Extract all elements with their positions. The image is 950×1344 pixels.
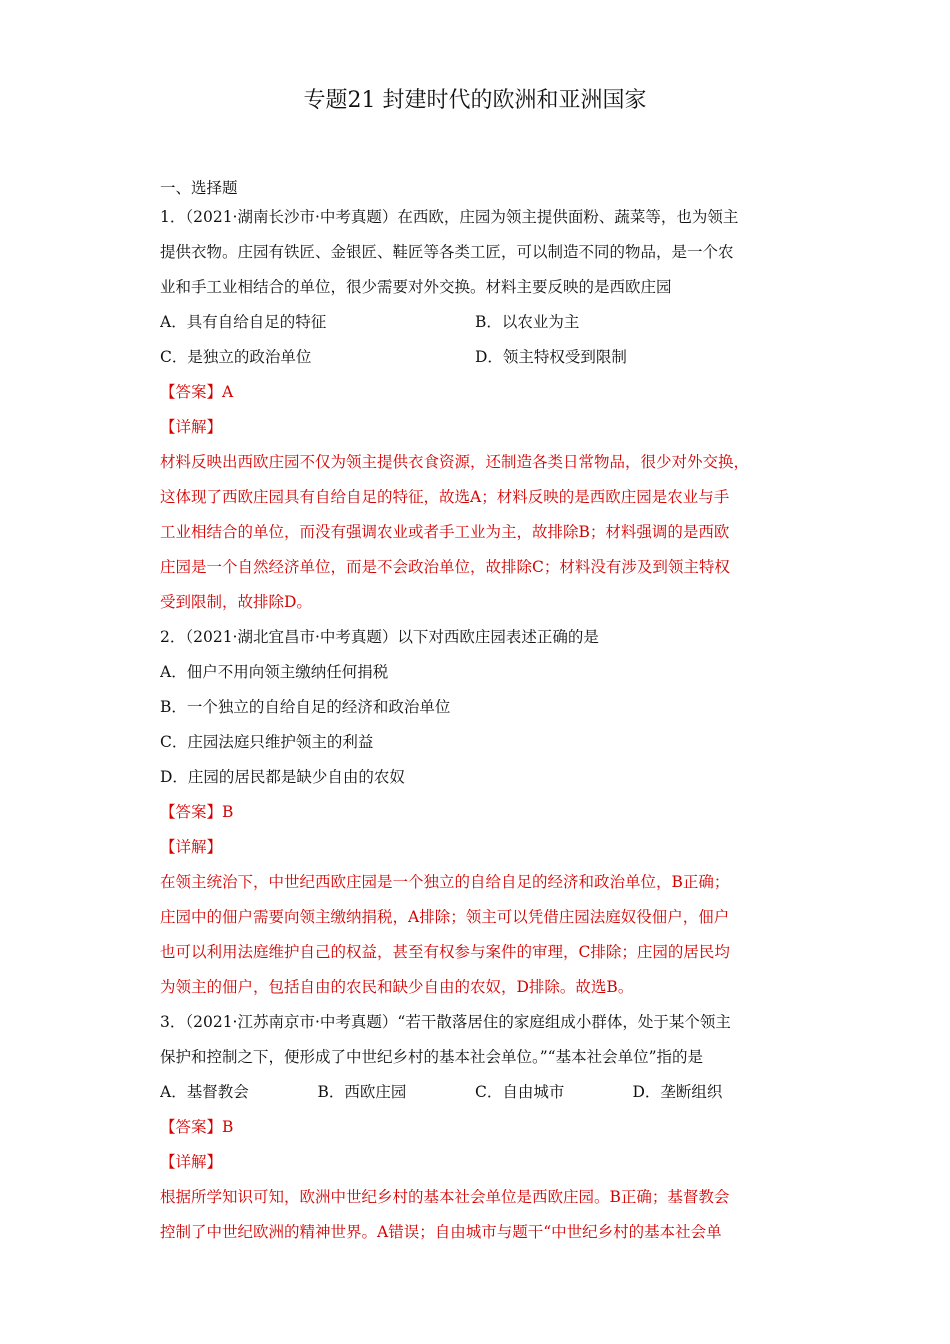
explanation-line: 庄园是一个自然经济单位，而是不会政治单位，故排除C；材料没有涉及到领主特权 xyxy=(160,558,730,576)
question-2 xyxy=(160,620,790,1005)
answer-value: B xyxy=(222,803,234,821)
explanation-line: 为领主的佃户，包括自由的农民和缺少自由的农奴，D排除。故选B。 xyxy=(160,978,634,996)
question-3 xyxy=(160,1005,790,1250)
explanation-line: 工业相结合的单位，而没有强调农业或者手工业为主，故排除B；材料强调的是西欧 xyxy=(160,523,730,541)
answer-label: 【答案】 xyxy=(160,383,223,401)
question-stem-line: 1．（2021·湖南长沙市·中考真题）在西欧，庄园为领主提供面粉、蔬菜等，也为领主 xyxy=(160,208,739,226)
question-stem-line: 保护和控制之下，便形成了中世纪乡村的基本社会单位。”“基本社会单位”指的是 xyxy=(160,1048,704,1066)
question-stem-line: 业和手工业相结合的单位，很少需要对外交换。材料主要反映的是西欧庄园 xyxy=(160,278,672,296)
answer-line xyxy=(160,795,790,830)
explanation-line: 在领主统治下，中世纪西欧庄园是一个独立的自给自足的经济和政治单位，B正确； xyxy=(160,873,730,891)
page-title: 专题21 封建时代的欧洲和亚洲国家 xyxy=(303,88,647,113)
option-d: D．领主特权受到限制 xyxy=(475,348,627,366)
explanation-line: 这体现了西欧庄园具有自给自足的特征，故选A；材料反映的是西欧庄园是农业与手 xyxy=(160,488,730,506)
question-stem-line: 3．（2021·江苏南京市·中考真题）“若干散落居住的家庭组成小群体，处于某个领主 xyxy=(160,1013,731,1031)
explanation-line: 庄园中的佃户需要向领主缴纳捐税，A排除；领主可以凭借庄园法庭奴役佃户，佃户 xyxy=(160,908,730,926)
section-heading: 一、选择题 xyxy=(160,179,238,197)
question-1 xyxy=(160,200,790,620)
option-c: C．庄园法庭只维护领主的利益 xyxy=(160,733,374,751)
option-b: B．西欧庄园 xyxy=(317,1083,407,1101)
answer-value: B xyxy=(222,1118,234,1136)
detail-label: 【详解】 xyxy=(160,838,223,856)
option-b: B．以农业为主 xyxy=(475,313,580,331)
option-c: C．自由城市 xyxy=(475,1083,565,1101)
options-row xyxy=(160,305,790,340)
answer-label: 【答案】 xyxy=(160,803,223,821)
explanation-line: 也可以利用法庭维护自己的权益，甚至有权参与案件的审理，C排除；庄园的居民均 xyxy=(160,943,730,961)
detail-label: 【详解】 xyxy=(160,418,223,436)
options-row xyxy=(160,1075,790,1110)
options-row xyxy=(160,340,790,375)
question-stem-line: 提供衣物。庄园有铁匠、金银匠、鞋匠等各类工匠，可以制造不同的物品，是一个农 xyxy=(160,243,734,261)
option-b: B．一个独立的自给自足的经济和政治单位 xyxy=(160,698,451,716)
explanation-line: 根据所学知识可知，欧洲中世纪乡村的基本社会单位是西欧庄园。B正确；基督教会 xyxy=(160,1188,730,1206)
option-c: C．是独立的政治单位 xyxy=(160,348,312,366)
explanation-line: 受到限制，故排除D。 xyxy=(160,593,312,611)
option-a: A．具有自给自足的特征 xyxy=(160,313,327,331)
answer-line xyxy=(160,375,790,410)
option-d: D．庄园的居民都是缺少自由的农奴 xyxy=(160,768,405,786)
option-d: D．垄断组织 xyxy=(632,1083,723,1101)
option-a: A．基督教会 xyxy=(160,1083,249,1101)
explanation-line: 材料反映出西欧庄园不仅为领主提供衣食资源，还制造各类日常物品，很少对外交换， xyxy=(160,453,750,471)
option-a: A．佃户不用向领主缴纳任何捐税 xyxy=(160,663,389,681)
answer-value: A xyxy=(222,383,234,401)
answer-label: 【答案】 xyxy=(160,1118,223,1136)
detail-label: 【详解】 xyxy=(160,1153,223,1171)
document-body xyxy=(160,176,790,1250)
answer-line xyxy=(160,1110,790,1145)
explanation-line: 控制了中世纪欧洲的精神世界。A错误；自由城市与题干“中世纪乡村的基本社会单 xyxy=(160,1223,722,1241)
question-stem-line: 2．（2021·湖北宜昌市·中考真题）以下对西欧庄园表述正确的是 xyxy=(160,628,599,646)
